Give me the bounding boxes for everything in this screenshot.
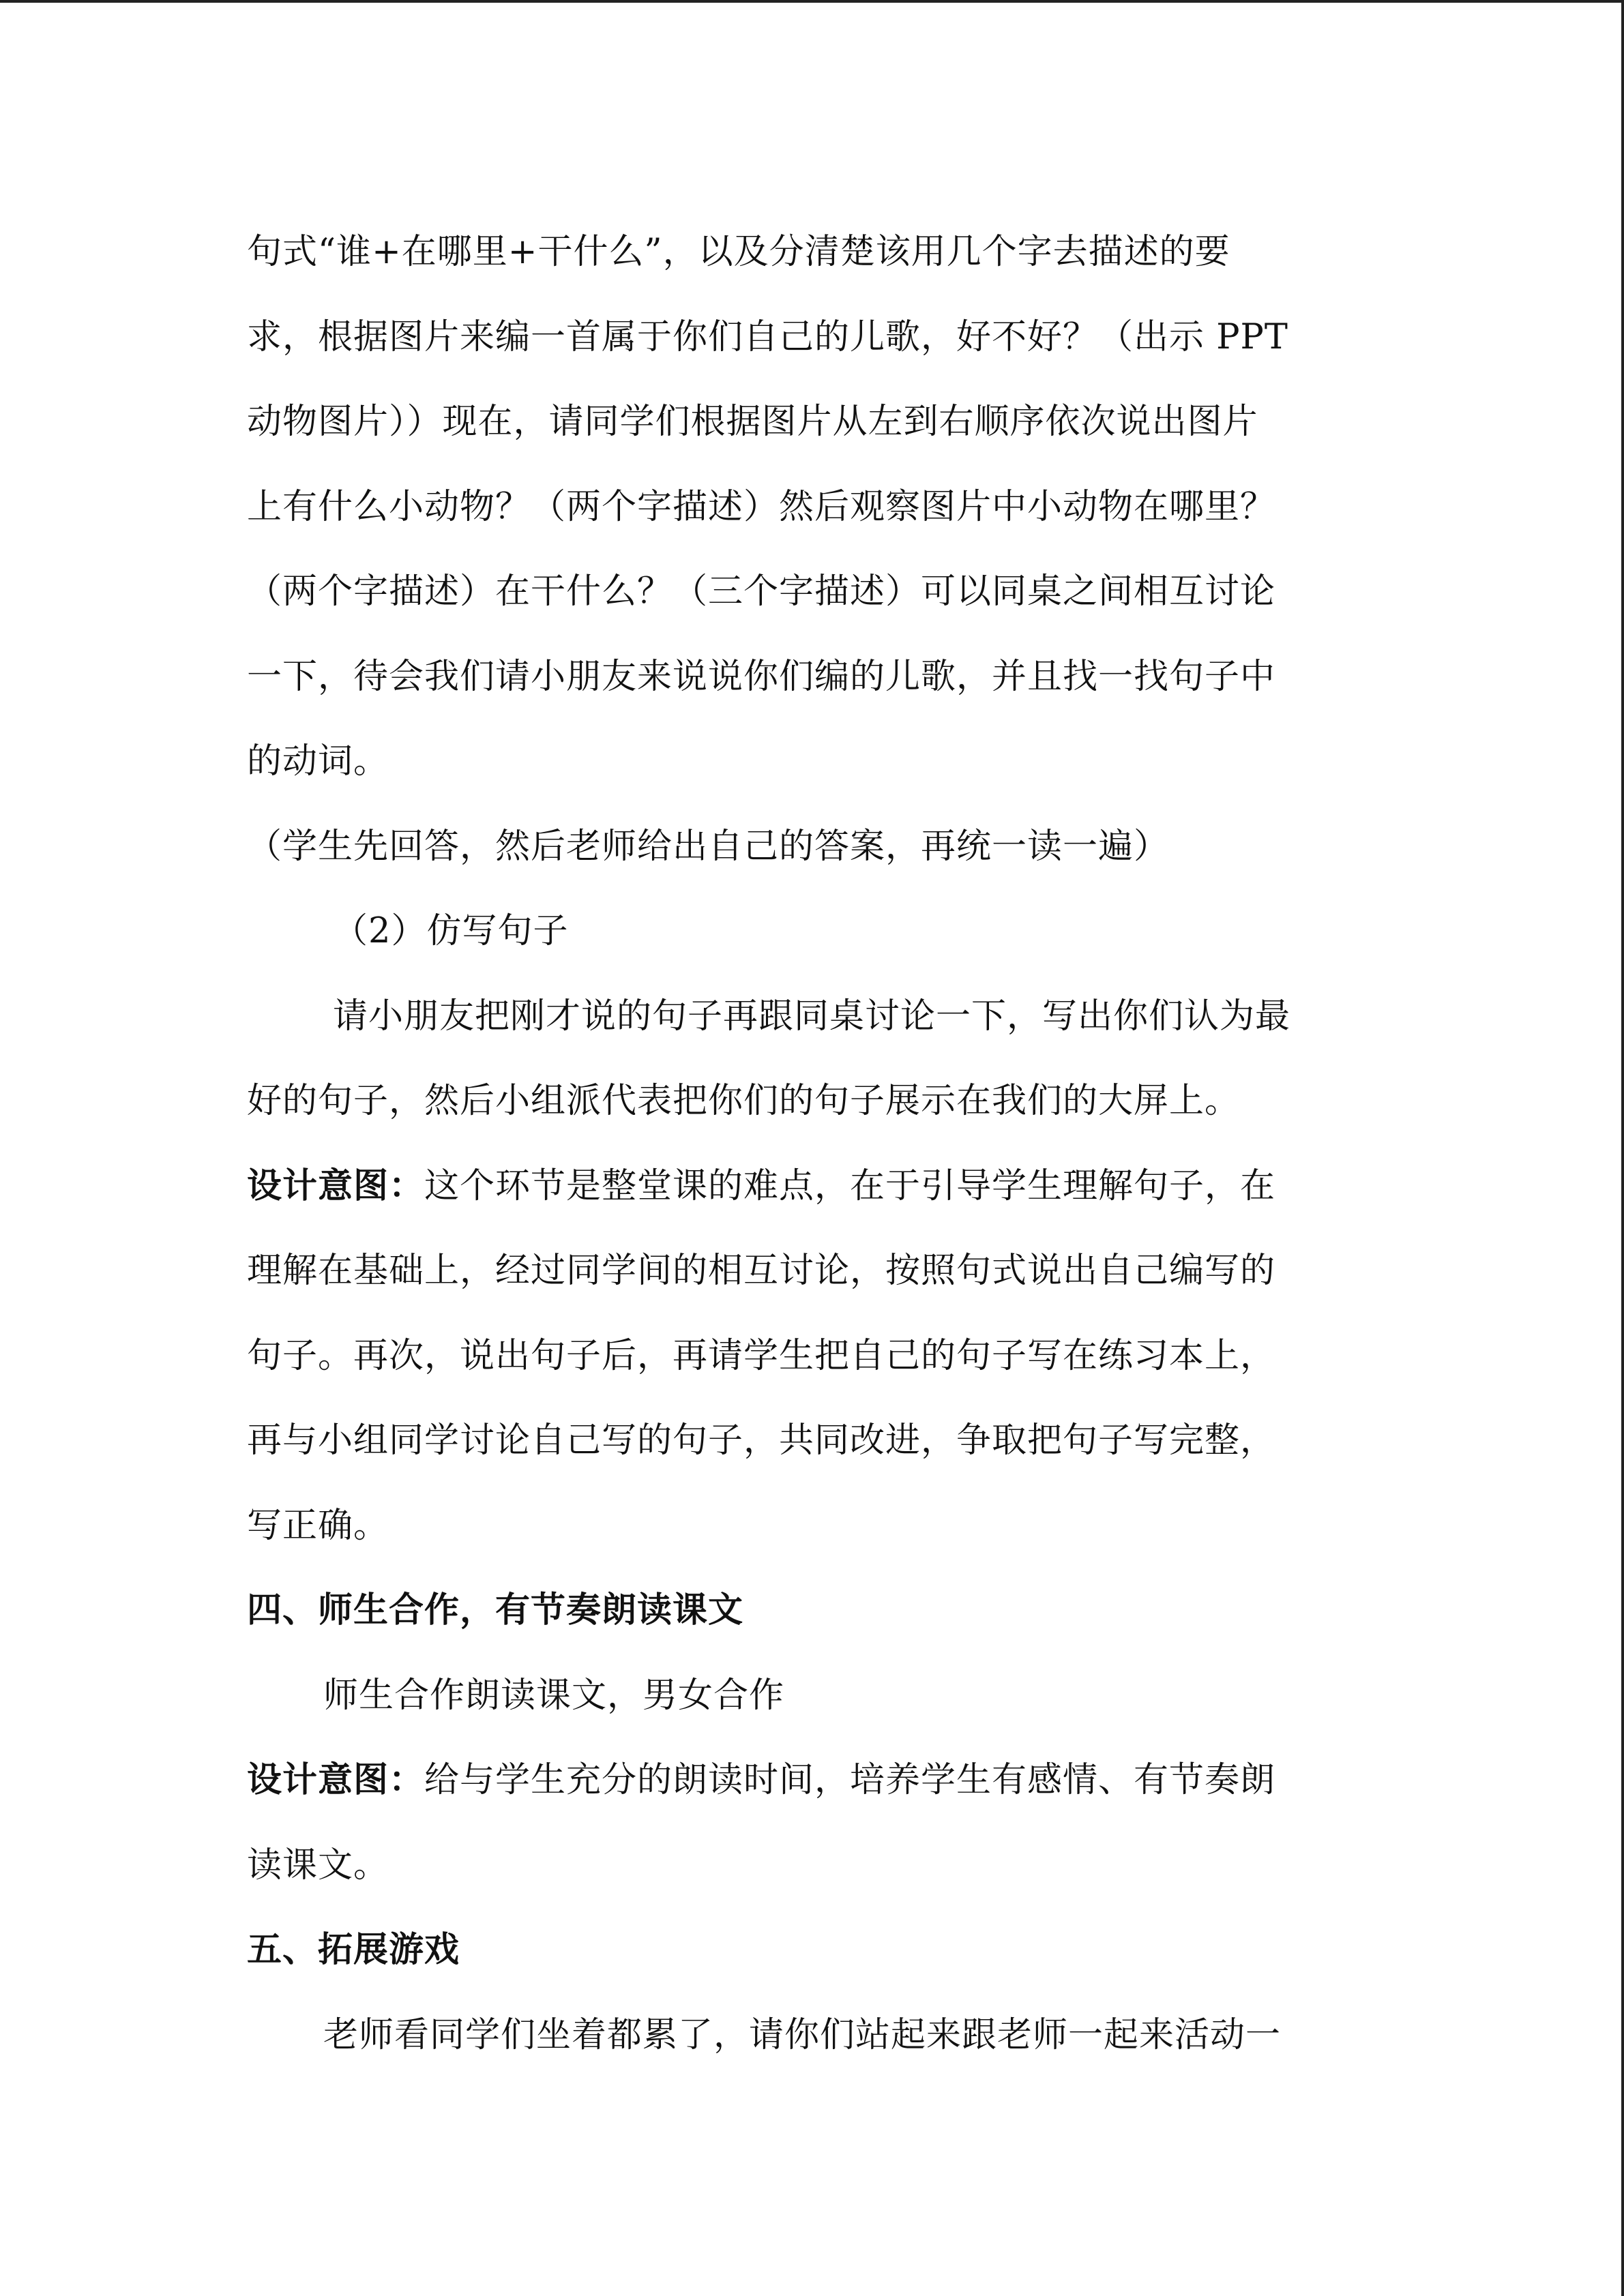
page-border-top xyxy=(0,0,1624,3)
text-line: 师生合作朗读课文，男女合作 xyxy=(323,1675,785,1716)
text-line: （学生先回答，然后老师给出自己的答案，再统一读一遍） xyxy=(247,826,1170,867)
design-intent-text: 这个环节是整堂课的难点，在于引导学生理解句子，在 xyxy=(424,1165,1276,1206)
text-line: 动物图片））现在，请同学们根据图片从左到右顺序依次说出图片 xyxy=(247,402,1258,442)
text-line: 写正确。 xyxy=(247,1505,389,1546)
text-line: 的动词。 xyxy=(247,741,389,781)
text-line: 句子。再次，说出句子后，再请学生把自己的句子写在练习本上， xyxy=(247,1335,1276,1376)
page-border-right xyxy=(1621,0,1624,2296)
text-line: （两个字描述）在干什么？（三个字描述）可以同桌之间相互讨论 xyxy=(247,571,1276,612)
design-intent-line xyxy=(247,1738,1379,1823)
section-heading: 五、拓展游戏 xyxy=(247,1930,460,1970)
text-line: 再与小组同学讨论自己写的句子，共同改进，争取把句子写完整， xyxy=(247,1420,1276,1461)
text-line: 求，根据图片来编一首属于你们自己的儿歌，好不好？（出示 PPT xyxy=(247,316,1288,357)
text-line: 老师看同学们坐着都累了，请你们站起来跟老师一起来活动一 xyxy=(323,2014,1282,2055)
subsection-heading: （2）仿写句子 xyxy=(333,911,569,951)
text-line: 上有什么小动物？（两个字描述）然后观察图片中小动物在哪里？ xyxy=(247,486,1276,527)
design-intent-label: 设计意图： xyxy=(247,1165,425,1206)
design-intent-label: 设计意图： xyxy=(247,1760,425,1800)
design-intent-line xyxy=(247,1144,1379,1229)
text-line: 好的句子，然后小组派代表把你们的句子展示在我们的大屏上。 xyxy=(247,1081,1241,1121)
text-line: 理解在基础上，经过同学间的相互讨论，按照句式说出自己编写的 xyxy=(247,1251,1276,1291)
design-intent-text: 给与学生充分的朗读时间，培养学生有感情、有节奏朗 xyxy=(424,1760,1276,1800)
text-line: 读课文。 xyxy=(247,1845,389,1885)
text-line: 一下，待会我们请小朋友来说说你们编的儿歌，并且找一找句子中 xyxy=(247,656,1276,697)
text-line: 请小朋友把刚才说的句子再跟同桌讨论一下，写出你们认为最 xyxy=(333,996,1291,1037)
section-heading: 四、师生合作，有节奏朗读课文 xyxy=(247,1590,744,1630)
document-body xyxy=(247,210,1379,2078)
text-line: 句式“谁+在哪里+干什么”，以及分清楚该用几个字去描述的要 xyxy=(247,232,1230,272)
